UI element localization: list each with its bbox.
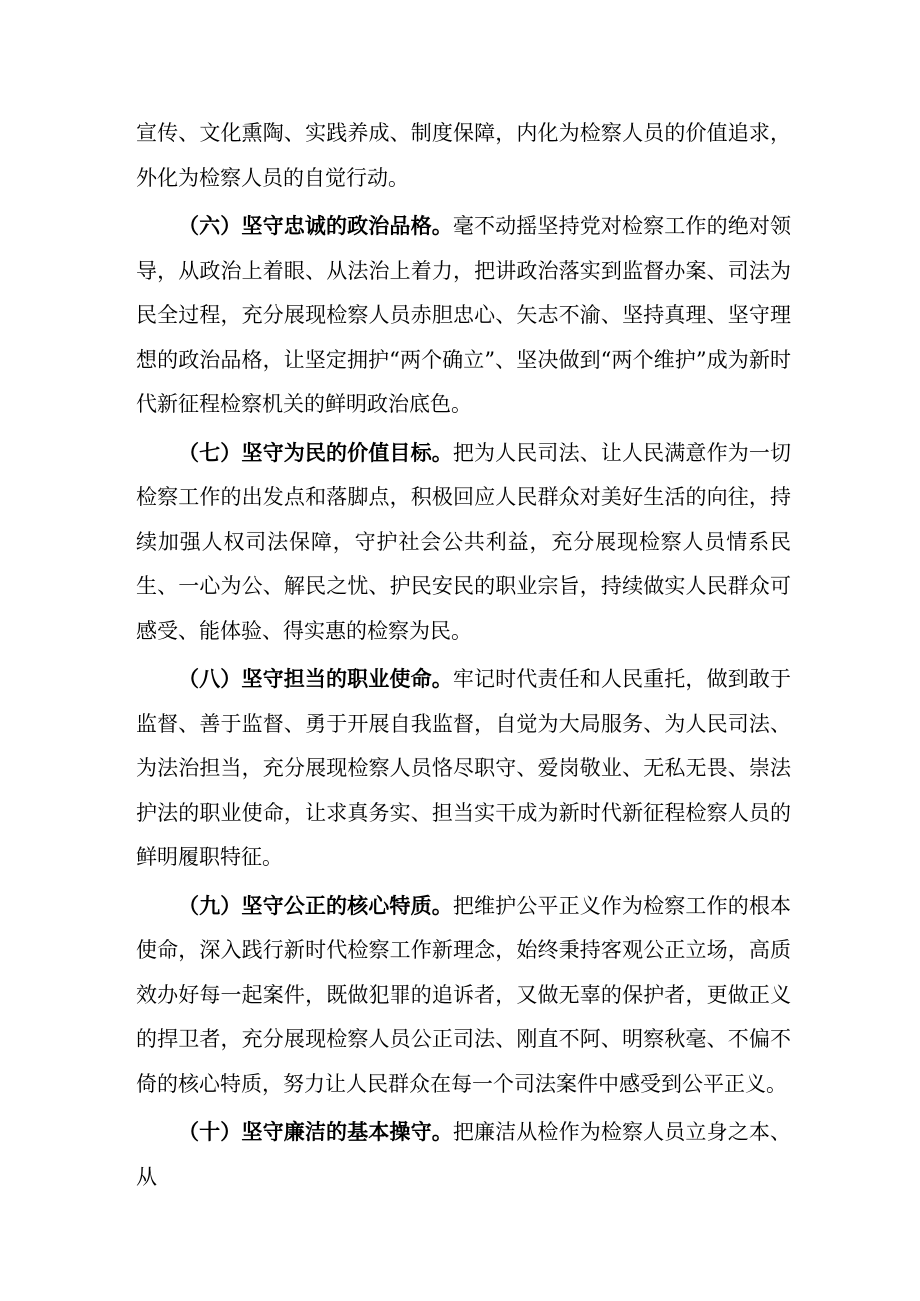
- paragraph-body: 把维护公平正义作为检察工作的根本使命，深入践行新时代检察工作新理念，始终秉持客观公正立场，高质效办好每一起案件，既做犯罪的追诉者，又做无辜的保护者，更做正义的捍卫者，充分展现检察人员公正司法、刚直不阿、明察秋毫、不偏不倚的核心特质，努力让人民群众在每一个司法案件中感受到公平正义。: [136, 893, 792, 1096]
- paragraph-body: 毫不动摇坚持党对检察工作的绝对领导，从政治上着眼、从法治上着力，把讲政治落实到监督办案、司法为民全过程，充分展现检察人员赤胆忠心、矢志不渝、坚持真理、坚守理想的政治品格，让坚定拥护“两个确立”、坚决做到“两个维护”成为新时代新征程检察机关的鲜明政治底色。: [136, 214, 792, 416]
- paragraph-6: [136, 204, 791, 427]
- paragraph-heading: （七）坚守为民的价值目标。: [178, 440, 453, 465]
- document-page: [136, 111, 791, 1203]
- paragraph-heading: （十）坚守廉洁的基本操守。: [178, 1120, 453, 1144]
- paragraph-body: 把廉洁从检作为检察人员立身之本、从: [136, 1120, 792, 1189]
- paragraph-8: [136, 657, 791, 880]
- paragraph-7: [136, 431, 791, 654]
- paragraph-9: [136, 884, 791, 1107]
- paragraph-heading: （八）坚守担当的职业使命。: [178, 667, 453, 691]
- paragraph-body: 牢记时代责任和人民重托，做到敢于监督、善于监督、勇于开展自我监督，自觉为大局服务、为人民司法、为法治担当，充分展现检察人员恪尽职守、爱岗敬业、无私无畏、崇法护法的职业使命，让求真务实、担当实干成为新时代新征程检察人员的鲜明履职特征。: [136, 667, 792, 869]
- paragraph-body: 宣传、文化熏陶、实践养成、制度保障，内化为检察人员的价值追求，外化为检察人员的自觉行动。: [136, 121, 791, 190]
- paragraph-body: 把为人民司法、让人民满意作为一切检察工作的出发点和落脚点，积极回应人民群众对美好生活的向往，持续加强人权司法保障，守护社会公共利益，充分展现检察人员情系民生、一心为公、解民之忧、护民安民的职业宗旨，持续做实人民群众可感受、能体验、得实惠的检察为民。: [136, 440, 792, 643]
- paragraph-heading: （六）坚守忠诚的政治品格。: [178, 214, 453, 238]
- paragraph-heading: （九）坚守公正的核心特质。: [178, 893, 453, 918]
- paragraph-continuation: [136, 111, 791, 200]
- paragraph-10: [136, 1110, 791, 1199]
